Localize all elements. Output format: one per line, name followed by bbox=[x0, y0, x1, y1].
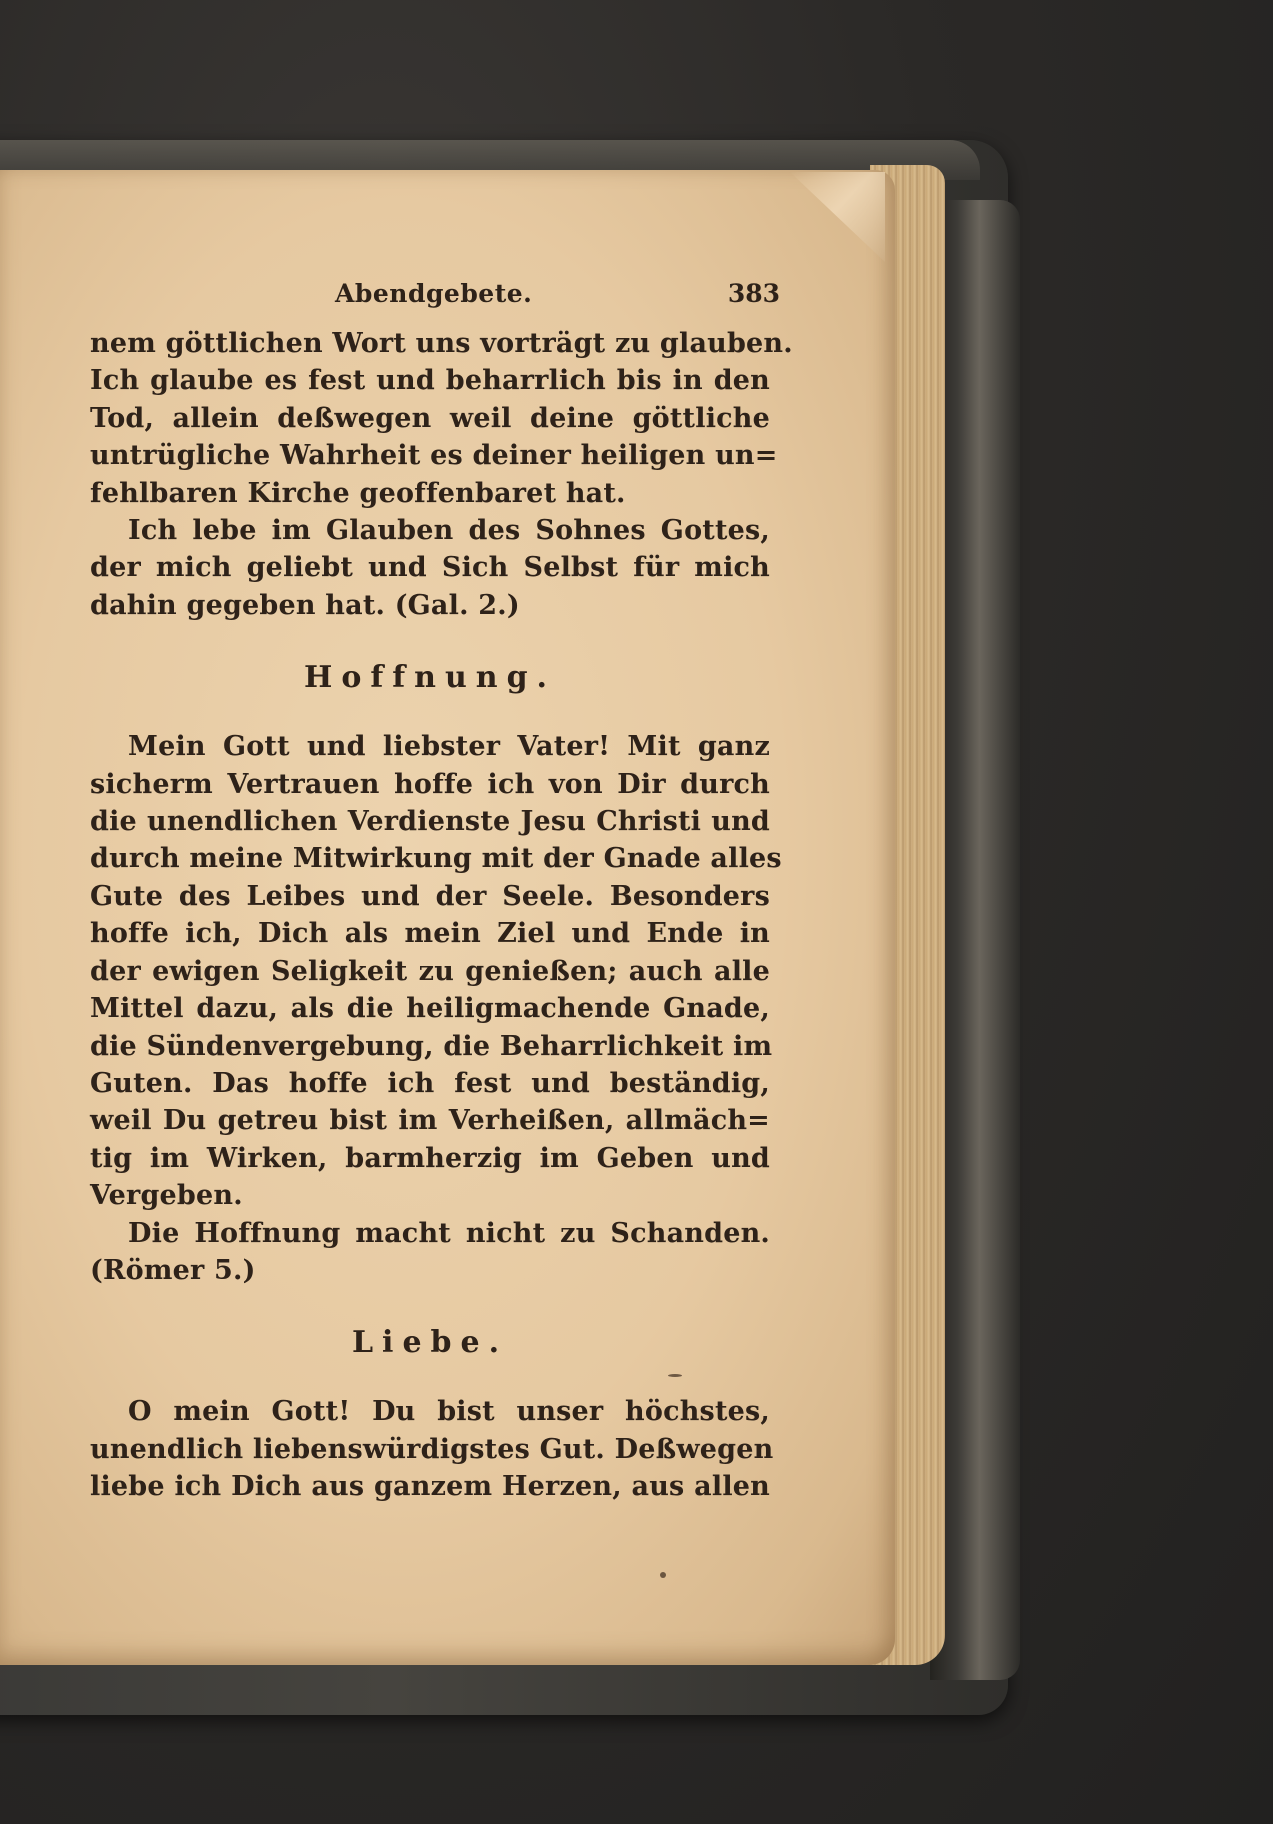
ink-speck bbox=[660, 1572, 666, 1578]
text-line: hoffe ich, Dich als mein Ziel und Ende in bbox=[90, 918, 770, 950]
text-line: unendlich liebenswürdigstes Gut. Deßwegen bbox=[90, 1433, 774, 1465]
page-number: 383 bbox=[727, 279, 780, 308]
paragraph-love bbox=[90, 1393, 774, 1505]
text-line: Ich glaube es fest und beharrlich bis in den bbox=[90, 365, 770, 397]
page-text bbox=[90, 275, 793, 1506]
text-line: Gute des Leibes und der Seele. Besonders bbox=[90, 880, 770, 912]
text-line: Ich lebe im Glauben des Sohnes Gottes, bbox=[128, 515, 770, 547]
text-line: dahin gegeben hat. (Gal. 2.) bbox=[90, 589, 520, 621]
text-line: Mittel dazu, als die heiligmachende Gnade, bbox=[90, 993, 770, 1025]
paragraph-romans bbox=[90, 1215, 770, 1290]
text-line: Tod, allein deßwegen weil deine göttliche bbox=[90, 402, 770, 434]
text-line: die unendlichen Verdienste Jesu Christi und bbox=[90, 806, 770, 838]
text-line: tig im Wirken, barmherzig im Geben und bbox=[90, 1142, 770, 1174]
paragraph-faith-end bbox=[90, 325, 793, 512]
section-heading-liebe: Liebe. bbox=[351, 1325, 509, 1361]
ink-speck bbox=[668, 1374, 682, 1377]
text-line: die Sündenvergebung, die Beharrlichkeit im bbox=[90, 1030, 773, 1062]
text-line: sicherm Vertrauen hoffe ich von Dir durch bbox=[90, 768, 770, 800]
paragraph-hope bbox=[90, 728, 782, 1214]
text-line: durch meine Mitwirkung mit der Gnade alles bbox=[90, 843, 782, 875]
page-header bbox=[90, 275, 780, 325]
text-line: nem göttlichen Wort uns vorträgt zu glauben. bbox=[90, 328, 793, 359]
running-head: Abendgebete. bbox=[335, 279, 533, 308]
text-line: Guten. Das hoffe ich fest und beständig, bbox=[90, 1067, 770, 1099]
text-line: der ewigen Seligkeit zu genießen; auch alle bbox=[90, 955, 770, 987]
text-line: Mein Gott und liebster Vater! Mit ganz bbox=[128, 731, 770, 763]
text-line: (Römer 5.) bbox=[90, 1254, 256, 1286]
text-line: der mich geliebt und Sich Selbst für mich bbox=[90, 552, 770, 584]
text-line: fehlbaren Kirche geoffenbaret hat. bbox=[90, 477, 626, 509]
text-line: untrügliche Wahrheit es deiner heiligen un= bbox=[90, 440, 778, 472]
section-heading-hoffnung: Hoffnung. bbox=[303, 660, 557, 696]
paragraph-galatians bbox=[90, 512, 770, 624]
text-line: liebe ich Dich aus ganzem Herzen, aus allen bbox=[90, 1471, 770, 1503]
text-line: Die Hoffnung macht nicht zu Schanden. bbox=[128, 1217, 770, 1249]
text-line: Vergeben. bbox=[90, 1180, 243, 1212]
text-line: weil Du getreu bist im Verheißen, allmäch= bbox=[90, 1105, 770, 1137]
text-line: O mein Gott! Du bist unser höchstes, bbox=[128, 1396, 770, 1428]
